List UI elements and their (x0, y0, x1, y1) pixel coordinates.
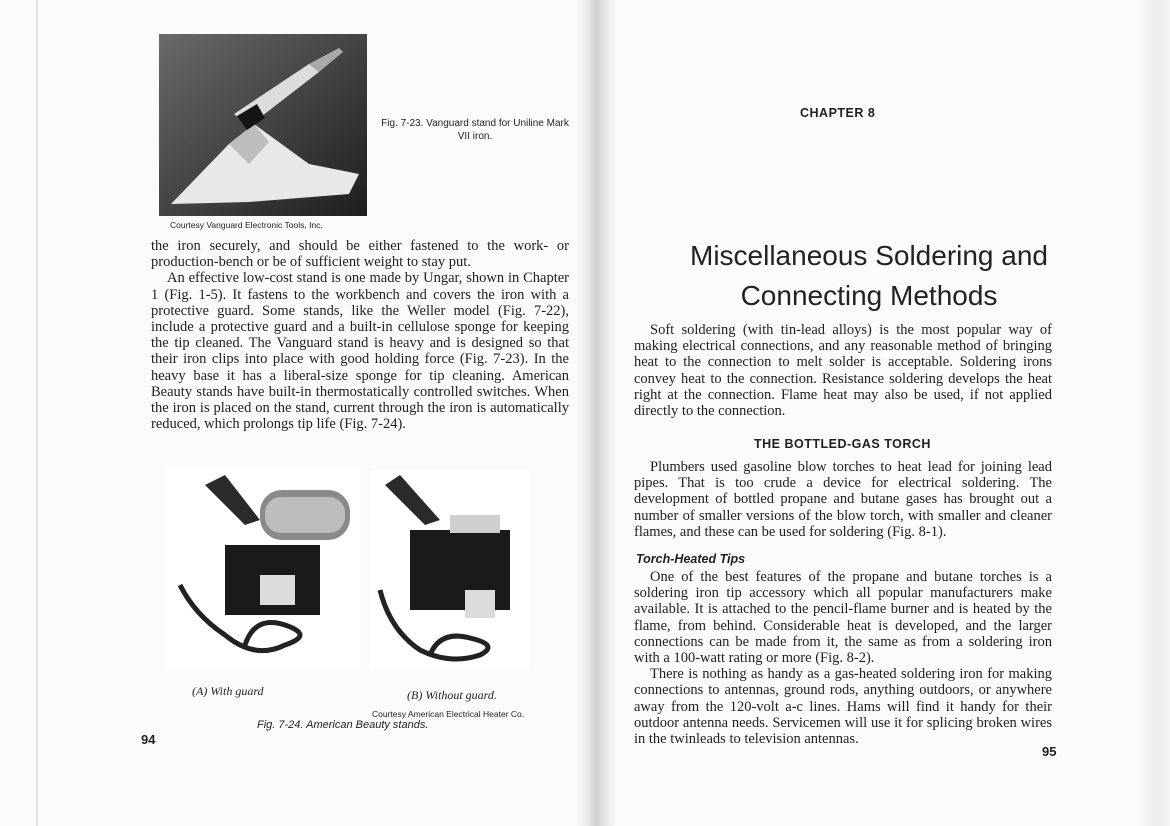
chapter-title-line1: Miscellaneous Soldering and (690, 240, 1048, 271)
fig-7-23-caption: Fig. 7-23. Vanguard stand for Uniline Mark VII iron. (381, 118, 569, 142)
fig-7-24-caption: Fig. 7-24. American Beauty stands. (257, 719, 429, 731)
subheading: Torch-Heated Tips (636, 552, 746, 566)
page-edge-right (1138, 0, 1170, 826)
page-number: 94 (141, 732, 156, 747)
fig-7-24-credit: Courtesy American Electrical Heater Co. (372, 709, 525, 719)
fig-7-24-label-b: (B) Without guard. (407, 688, 497, 702)
fig-7-23-credit: Courtesy Vanguard Electronic Tools, Inc. (170, 220, 323, 230)
fig-7-24b-photo (370, 470, 530, 670)
paragraph: There is nothing as handy as a gas-heated soldering iron for making connections to antennas, ground rods, anything outdoors, or anywhere away from the 120-volt a-c lines. Hams will find it handy for their outdoor antenna needs. Servicemen will use it for splicing broken wires in the twinleads to television antennas. (634, 666, 1052, 748)
fig-7-24-label-a: (A) With guard (192, 684, 264, 698)
stand-without-guard-image (370, 470, 530, 670)
paragraph: Plumbers used gasoline blow torches to heat lead for joining lead pipes. That is too crude a device for electrical soldering. The development of bottled propane and butane gases has brought out a number of smaller versions of the blow torch, with smaller and cleaner flames, and these can be used for soldering (Fig. 8-1). (634, 459, 1052, 540)
subsection-text (634, 569, 1052, 747)
page-number: 95 (1042, 744, 1057, 759)
fig-7-24a-photo (165, 465, 360, 670)
section-heading: THE BOTTLED-GAS TORCH (754, 437, 931, 451)
left-body-text (151, 238, 569, 432)
paragraph: An effective low-cost stand is one made by Ungar, shown in Chapter 1 (Fig. 1-5). It fastens to the workbench and covers the iron with a protective guard. Some stands, like the Weller model (Fig. 7-22), include a protective guard and a built-in cellulose sponge for keeping the tip cleaned. The Vanguard stand is heavy and is designed so that their iron clips into place with good holding force (Fig. 7-23). In the heavy base it has a liberal-size sponge for tip cleaning. American Beauty stands have built-in thermostatically controlled switches. When the iron is placed on the stand, current through the iron is automatically reduced, which prolongs tip life (Fig. 7-24). (151, 270, 569, 433)
chapter-title-line2: Connecting Methods (740, 280, 998, 311)
paragraph: the iron securely, and should be either fastened to the work- or production-bench or be of sufficient weight to stay put. (151, 238, 569, 271)
page-edge (36, 0, 38, 826)
fig-7-23-photo (159, 34, 367, 216)
right-page (594, 0, 1170, 826)
stand-with-guard-image (165, 465, 360, 670)
chapter-label: CHAPTER 8 (800, 106, 876, 120)
intro-text (634, 322, 1052, 419)
section-text (634, 459, 1052, 540)
soldering-stand-image (159, 34, 367, 216)
paragraph: Soft soldering (with tin-lead alloys) is the most popular way of making electrical connections, and any reasonable method of bringing heat to the connection to melt solder is acceptable. Soldering irons convey heat to the connection. Resistance soldering develops the heat right at the connection. Flame heat may also be used, if not applied directly to the connection. (634, 322, 1052, 420)
paragraph: One of the best features of the propane and butane torches is a soldering iron tip accessory which all popular manufacturers make available. It is attached to the pencil-flame burner and is heated by the flame, from behind. Considerable heat is developed, and the larger connections can be made from it, the same as from a soldering iron with a 100-watt rating or more (Fig. 8-2). (634, 569, 1052, 667)
book-gutter (575, 0, 617, 826)
